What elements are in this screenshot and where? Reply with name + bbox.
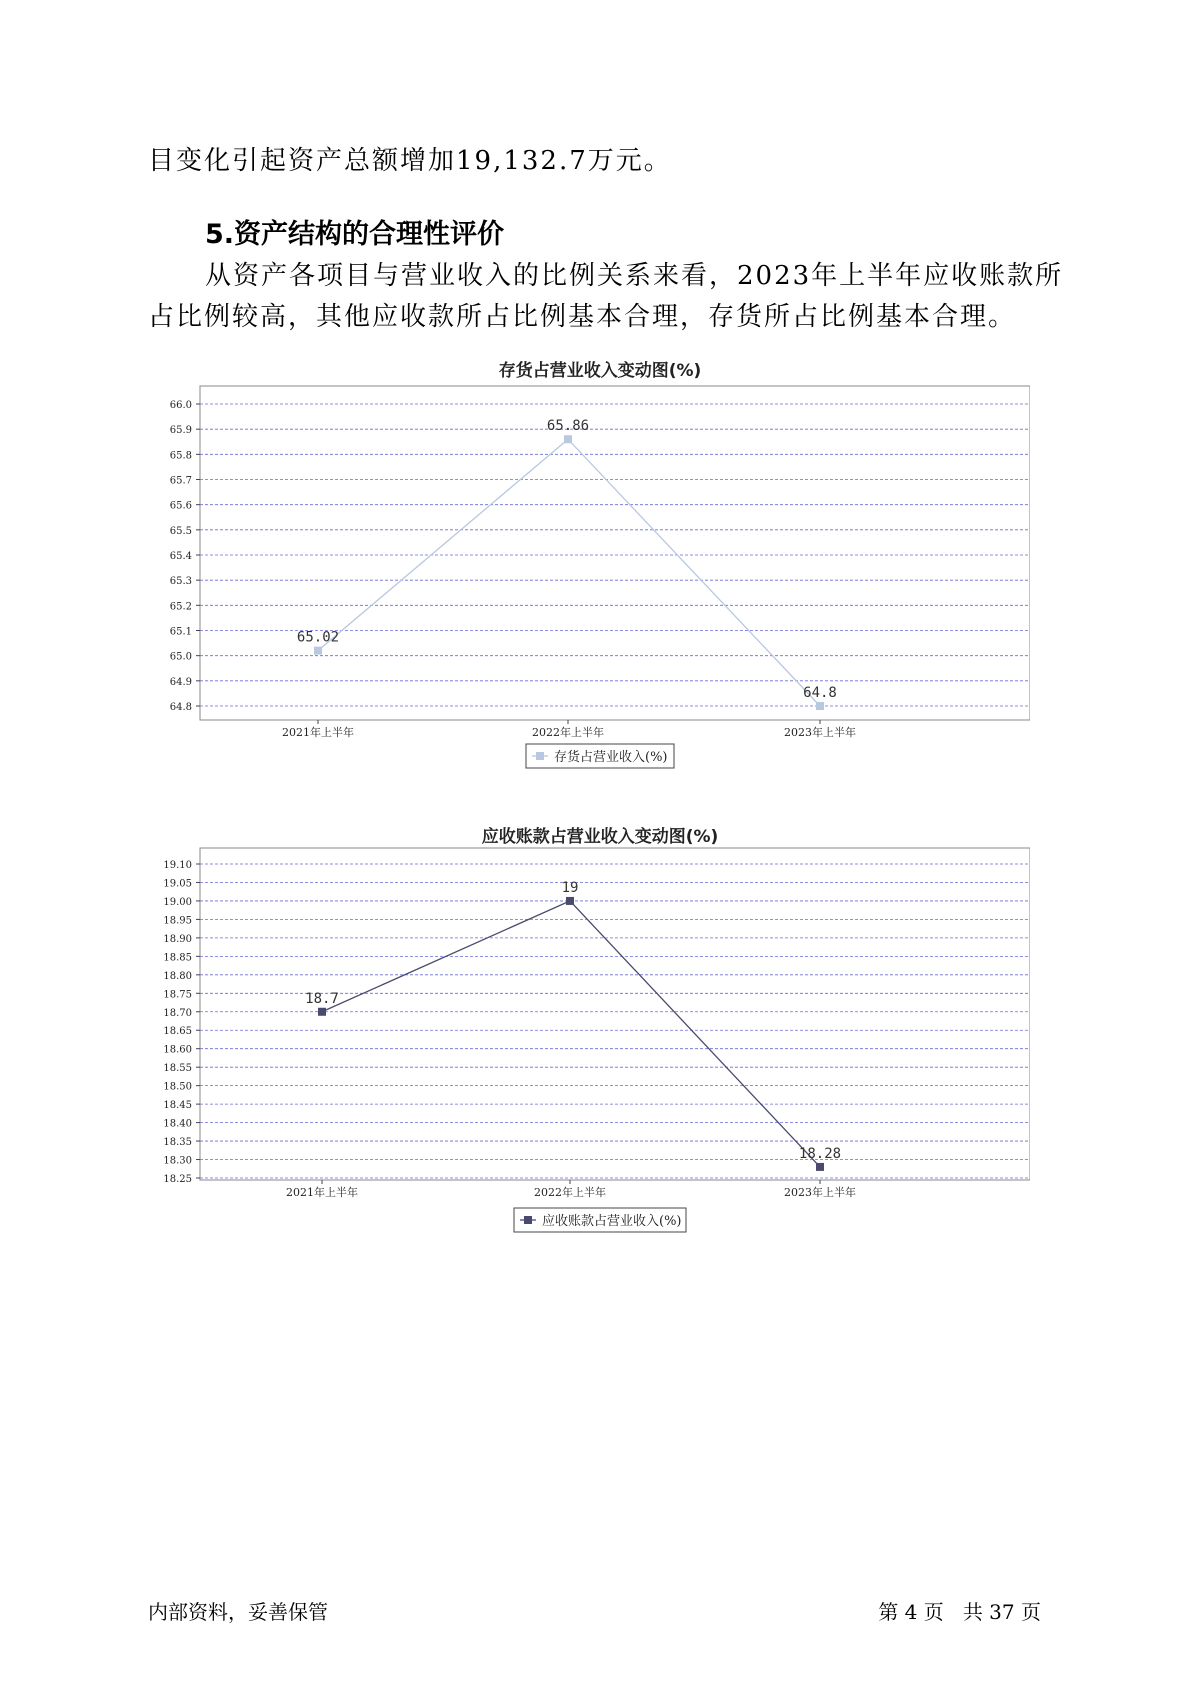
y-tick-label: 18.25	[163, 1174, 192, 1185]
paragraph-line-1: 目变化引起资产总额增加19,132.7万元。	[148, 146, 672, 176]
paragraph-line-3: 占比例较高，其他应收款所占比例基本合理，存货所占比例基本合理。	[148, 302, 1017, 332]
footer-page-number: 第 4 页 共 37 页	[878, 1600, 1041, 1624]
x-tick-label: 2021年上半年	[286, 1186, 358, 1199]
y-tick-label: 65.1	[169, 626, 192, 638]
chart-title: 存货占营业收入变动图(%)	[498, 361, 702, 381]
y-tick-label: 65.3	[169, 576, 192, 588]
y-tick-label: 18.75	[163, 989, 192, 1001]
y-tick-label: 18.40	[163, 1118, 192, 1130]
chart-svg-1	[150, 818, 1030, 1238]
y-tick-label: 18.70	[163, 1007, 192, 1019]
y-tick-label: 65.6	[169, 500, 192, 512]
y-tick-label: 64.8	[169, 702, 192, 713]
y-tick-label: 19.05	[163, 878, 192, 890]
y-tick-label: 18.30	[163, 1155, 192, 1167]
data-label: 18.28	[798, 1145, 842, 1162]
y-tick-label: 18.80	[163, 970, 192, 982]
legend-marker	[524, 1216, 532, 1224]
legend-label: 应收账款占营业收入(%)	[542, 1214, 682, 1229]
legend-label: 存货占营业收入(%)	[554, 750, 668, 765]
data-point	[314, 647, 322, 655]
receivables-ratio-chart	[150, 818, 1030, 1238]
y-tick-label: 65.4	[169, 551, 192, 562]
y-tick-label: 18.55	[163, 1063, 192, 1075]
y-tick-label: 65.9	[169, 425, 192, 437]
y-tick-label: 65.8	[169, 450, 192, 462]
x-tick-label: 2022年上半年	[534, 1186, 606, 1199]
chart-svg-0	[150, 352, 1030, 772]
data-point	[318, 1008, 326, 1016]
y-tick-label: 18.85	[163, 952, 192, 964]
y-tick-label: 65.5	[169, 525, 192, 537]
data-label: 19	[561, 879, 579, 896]
y-tick-label: 18.45	[163, 1100, 192, 1112]
x-tick-label: 2023年上半年	[784, 726, 856, 739]
y-tick-label: 65.2	[169, 601, 192, 613]
x-tick-label: 2021年上半年	[282, 726, 354, 739]
inventory-ratio-chart	[150, 352, 1030, 772]
footer-left: 内部资料，妥善保管	[148, 1600, 328, 1624]
data-point	[564, 435, 572, 443]
section-heading: 5.资产结构的合理性评价	[205, 219, 505, 250]
data-label: 18.7	[305, 990, 339, 1007]
legend-marker	[536, 752, 544, 760]
y-tick-label: 18.50	[163, 1081, 192, 1093]
y-tick-label: 18.90	[163, 933, 192, 945]
data-label: 65.02	[296, 629, 340, 646]
y-tick-label: 18.35	[163, 1137, 192, 1149]
data-point	[816, 1163, 824, 1171]
chart-title: 应收账款占营业收入变动图(%)	[481, 827, 719, 847]
y-tick-label: 64.9	[169, 676, 192, 688]
y-tick-label: 65.7	[169, 475, 192, 487]
data-point	[566, 897, 574, 905]
x-tick-label: 2023年上半年	[784, 1186, 856, 1199]
x-tick-label: 2022年上半年	[532, 726, 604, 739]
data-point	[816, 702, 824, 710]
plot-area	[200, 386, 1030, 720]
y-tick-label: 19.00	[163, 896, 192, 908]
y-tick-label: 18.65	[163, 1026, 192, 1038]
data-label: 65.86	[546, 418, 590, 435]
y-tick-label: 18.95	[163, 915, 192, 927]
paragraph-line-2: 从资产各项目与营业收入的比例关系来看，2023年上半年应收账款所	[205, 261, 1064, 291]
y-tick-label: 66.0	[169, 400, 192, 411]
y-tick-label: 65.0	[169, 651, 192, 663]
data-label: 64.8	[803, 685, 837, 701]
y-tick-label: 19.10	[163, 860, 192, 871]
y-tick-label: 18.60	[163, 1044, 192, 1056]
